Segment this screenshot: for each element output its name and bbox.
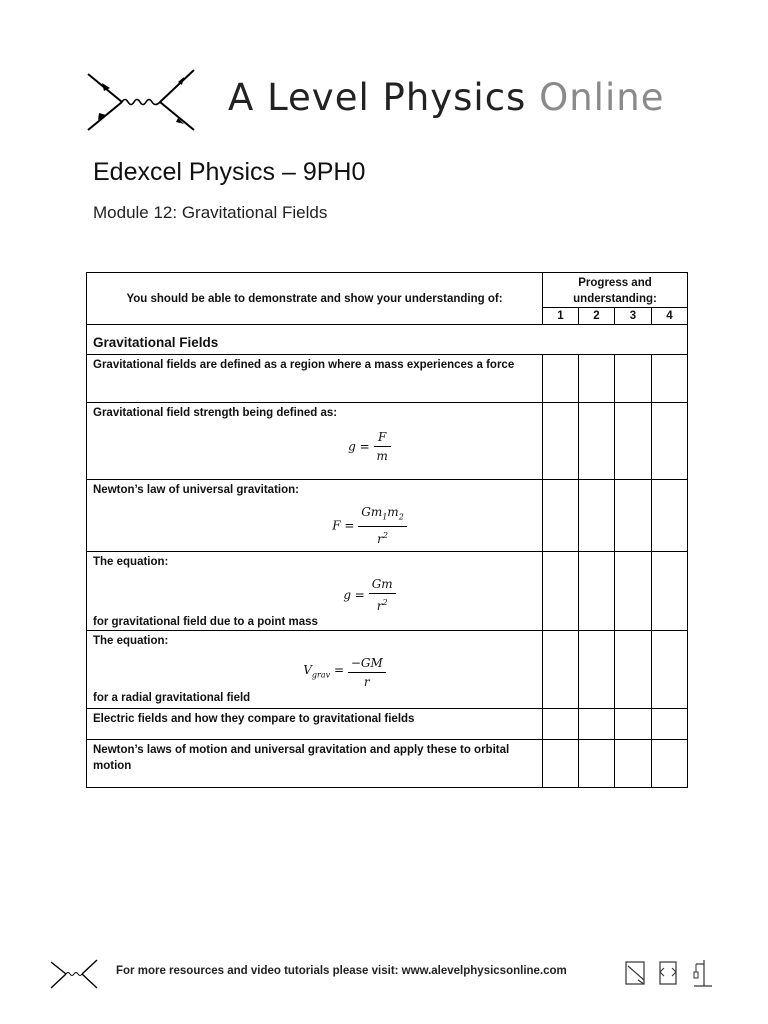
progress-cell-3[interactable]	[615, 709, 652, 740]
progress-cell-4[interactable]	[652, 552, 688, 631]
progress-cell-4[interactable]	[652, 709, 688, 740]
progress-cell-3[interactable]	[615, 355, 652, 403]
section-title: Gravitational Fields	[87, 325, 688, 355]
progress-cell-1[interactable]	[543, 355, 579, 403]
progress-table	[86, 272, 688, 788]
table-row	[87, 403, 688, 480]
level-2-header: 2	[579, 308, 615, 325]
progress-cell-3[interactable]	[615, 552, 652, 631]
feynman-diagram-icon	[50, 958, 98, 990]
formula	[93, 570, 536, 614]
brand-accent: Online	[539, 76, 665, 119]
denominator: $r^2$	[376, 598, 388, 614]
fraction	[369, 576, 396, 614]
table-row	[87, 631, 688, 709]
row-description	[87, 740, 543, 788]
table-row	[87, 480, 688, 552]
table-row	[87, 552, 688, 631]
progress-cell-4[interactable]	[652, 740, 688, 788]
brand-main: A Level Physics	[228, 76, 527, 119]
row-description	[87, 552, 543, 631]
numerator: $Gm_1m_2$	[358, 504, 407, 527]
progress-cell-1[interactable]	[543, 740, 579, 788]
row-text: Gravitational fields are defined as a region where a mass experiences a force	[93, 359, 515, 371]
row-description	[87, 480, 543, 552]
progress-cell-4[interactable]	[652, 631, 688, 709]
table-row	[87, 709, 688, 740]
formula-lhs: F =	[332, 518, 355, 533]
footer-link-text[interactable]: For more resources and video tutorials please visit: www.alevelphysicsonline.com	[116, 965, 567, 977]
notepad-icon	[626, 962, 644, 984]
row-description	[87, 631, 543, 709]
formula	[93, 649, 536, 690]
row-description	[87, 403, 543, 480]
copy-icon	[660, 962, 676, 984]
row-text-after: for a radial gravitational field	[93, 692, 251, 705]
numerator: Gm	[369, 576, 396, 594]
table-row	[87, 740, 688, 788]
table-header-main: You should be able to demonstrate and show your understanding of:	[87, 273, 543, 325]
formula	[93, 421, 536, 468]
formula-lhs: g =	[343, 588, 365, 603]
experiment-stand-icon	[694, 960, 712, 986]
progress-cell-2[interactable]	[579, 740, 615, 788]
denominator: m	[376, 449, 388, 463]
progress-cell-1[interactable]	[543, 480, 579, 552]
fraction	[348, 655, 386, 690]
progress-cell-1[interactable]	[543, 631, 579, 709]
page-subtitle: Module 12: Gravitational Fields	[93, 203, 328, 222]
footer-icons	[624, 958, 714, 988]
fraction	[374, 429, 391, 464]
level-1-header: 1	[543, 308, 579, 325]
formula-lhs: $V_{grav}$ =	[303, 663, 344, 680]
progress-cell-3[interactable]	[615, 403, 652, 480]
progress-cell-2[interactable]	[579, 355, 615, 403]
row-text: Newton’s laws of motion and universal gravitation and apply these to orbital motion	[93, 744, 510, 773]
page-title: Edexcel Physics – 9PH0	[93, 158, 366, 186]
fraction	[358, 504, 407, 547]
row-text: The equation:	[93, 635, 169, 648]
formula-lhs: g =	[348, 439, 370, 454]
denominator: r	[363, 675, 370, 690]
progress-cell-2[interactable]	[579, 552, 615, 631]
row-text: Newton’s law of universal gravitation:	[93, 484, 299, 496]
progress-cell-3[interactable]	[615, 740, 652, 788]
brand-name	[228, 76, 664, 119]
feynman-diagram-icon	[84, 68, 196, 132]
progress-cell-2[interactable]	[579, 403, 615, 480]
row-text-after: for gravitational field due to a point mass	[93, 616, 318, 629]
level-3-header: 3	[615, 308, 652, 325]
progress-cell-4[interactable]	[652, 403, 688, 480]
row-text: Electric fields and how they compare to gravitational fields	[93, 713, 415, 726]
numerator: −GM	[348, 655, 386, 673]
progress-cell-4[interactable]	[652, 355, 688, 403]
row-description	[87, 709, 543, 740]
row-text: Gravitational field strength being defined as:	[93, 407, 338, 419]
progress-cell-1[interactable]	[543, 403, 579, 480]
table-row	[87, 355, 688, 403]
progress-cell-3[interactable]	[615, 480, 652, 552]
progress-cell-1[interactable]	[543, 552, 579, 631]
row-text: The equation:	[93, 556, 169, 569]
progress-cell-4[interactable]	[652, 480, 688, 552]
table-header-progress: Progress and understanding:	[543, 273, 688, 308]
level-4-header: 4	[652, 308, 688, 325]
denominator: $r^2$	[377, 531, 388, 547]
row-description	[87, 355, 543, 403]
numerator: F	[374, 429, 391, 447]
progress-cell-2[interactable]	[579, 631, 615, 709]
progress-cell-1[interactable]	[543, 709, 579, 740]
formula	[93, 498, 536, 551]
progress-cell-2[interactable]	[579, 480, 615, 552]
progress-cell-2[interactable]	[579, 709, 615, 740]
progress-cell-3[interactable]	[615, 631, 652, 709]
